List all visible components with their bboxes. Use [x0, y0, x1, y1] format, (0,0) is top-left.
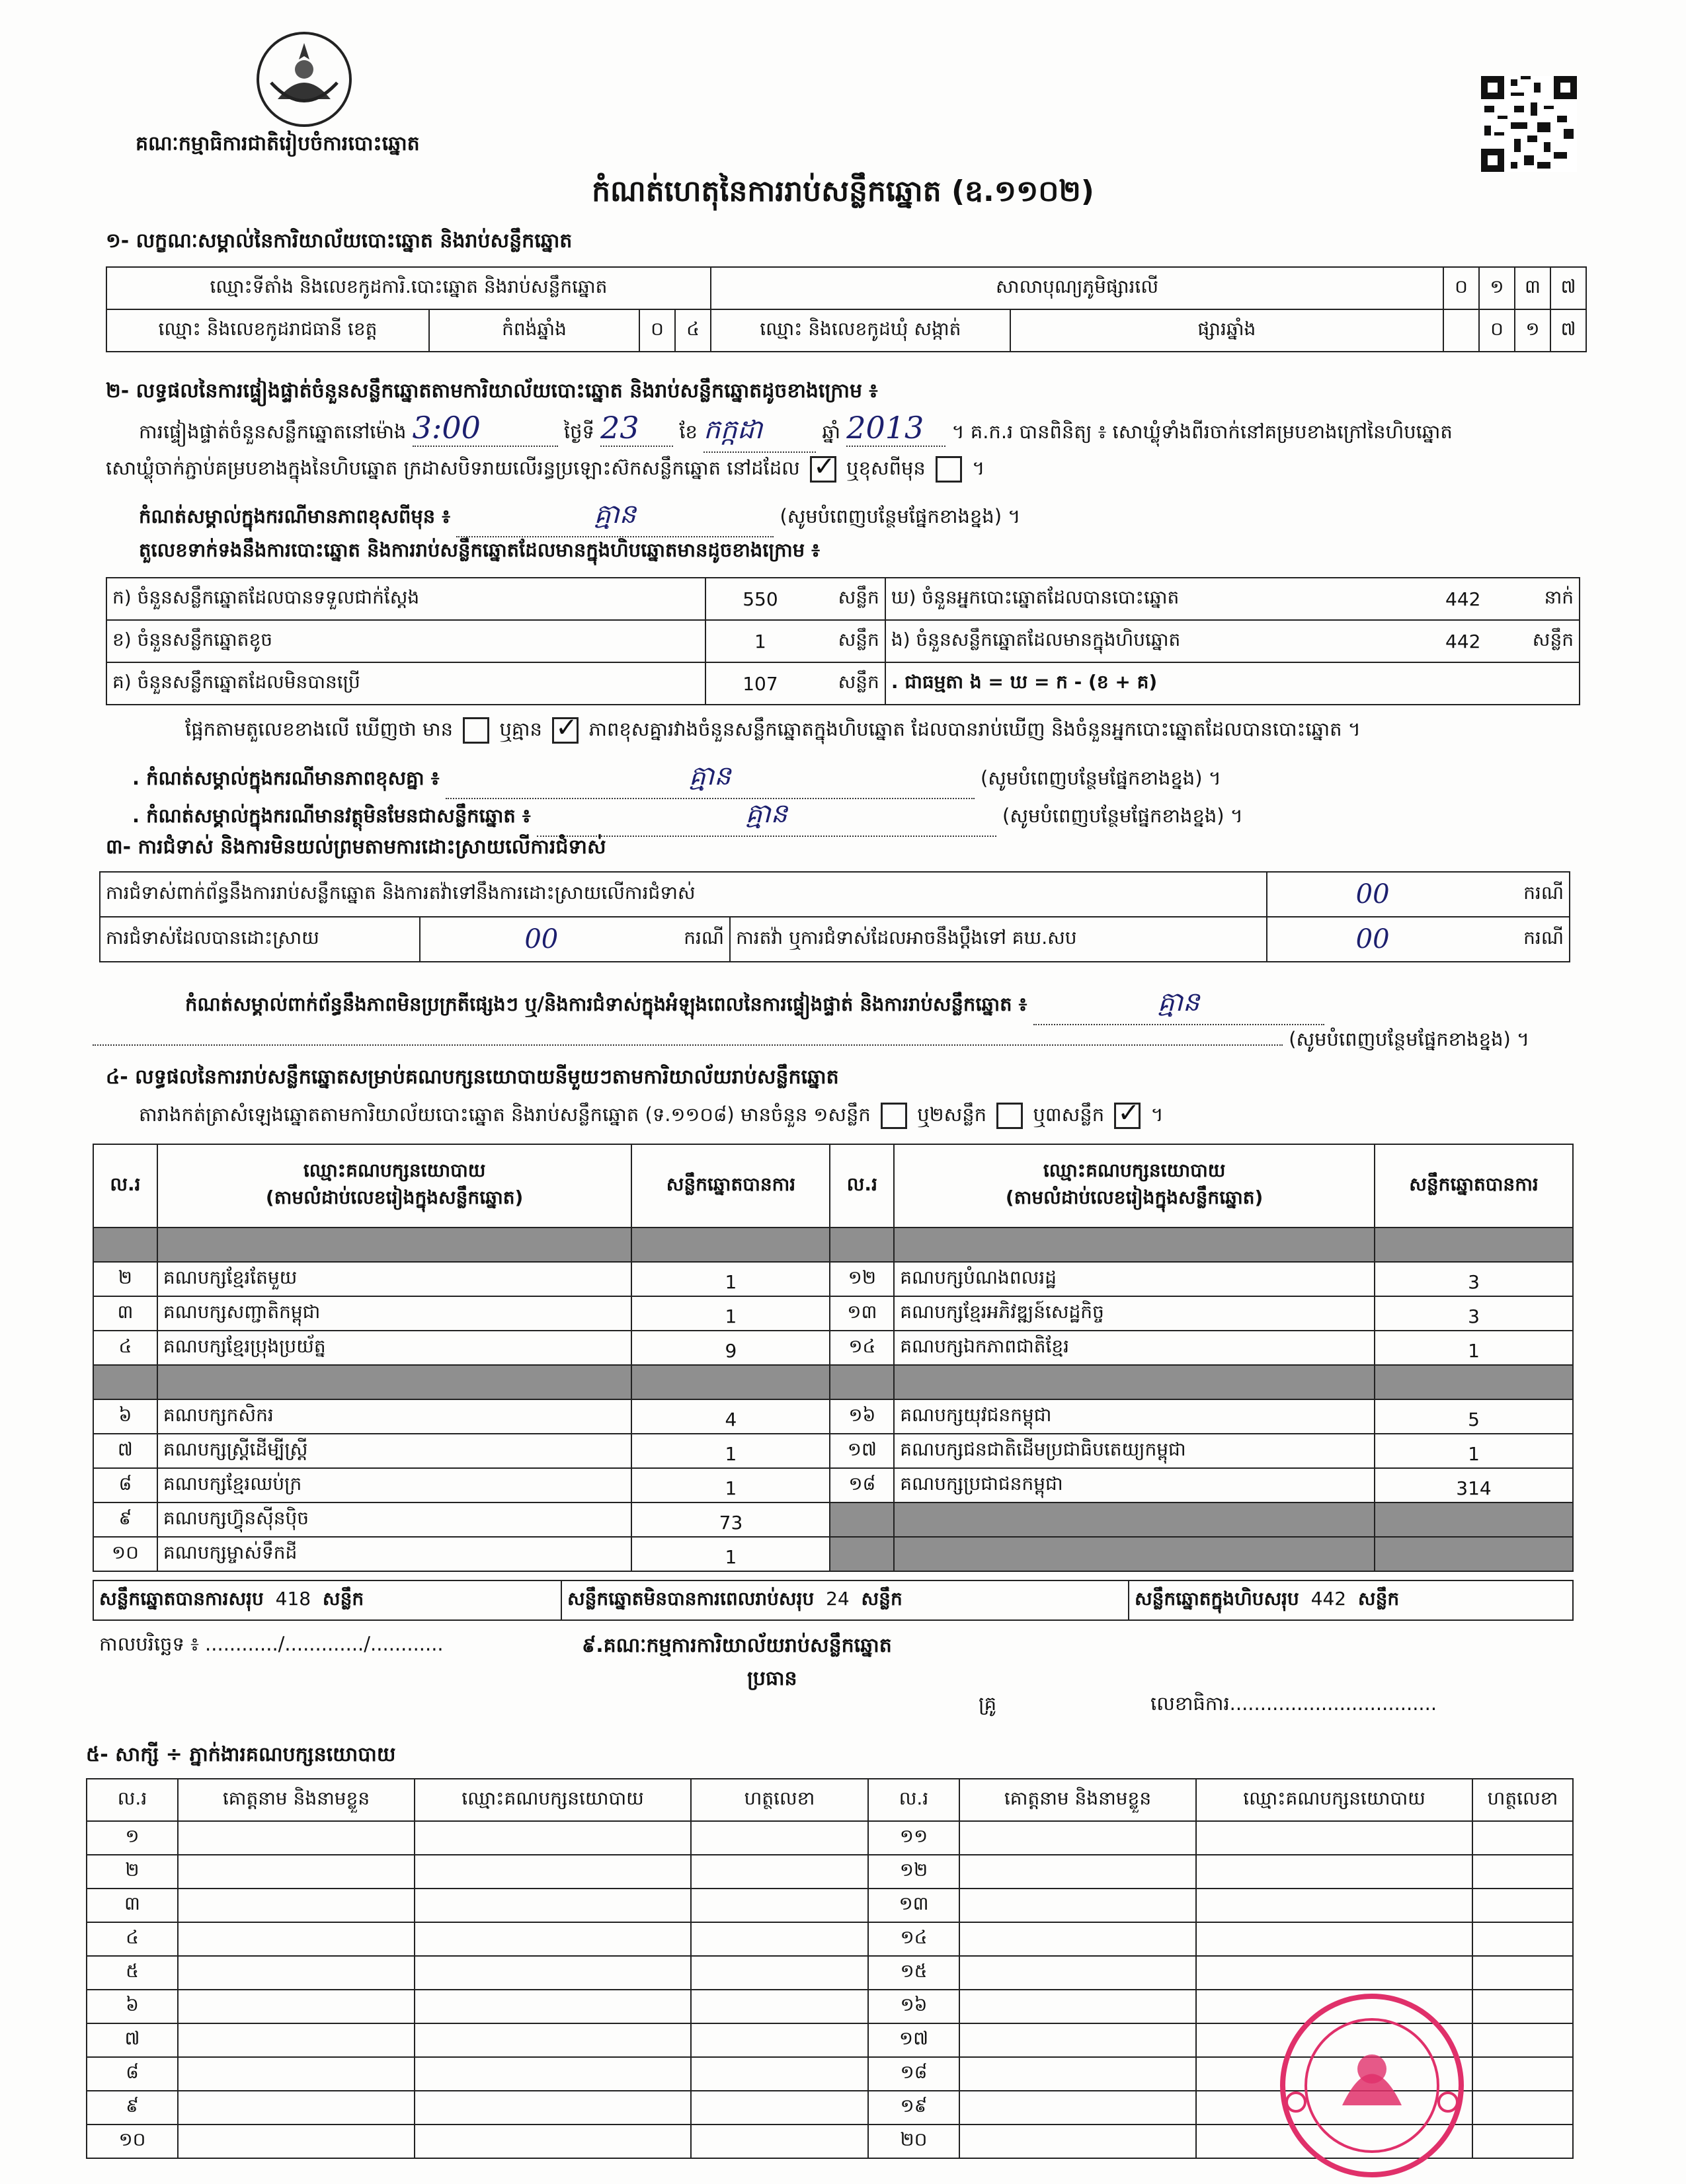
province-code-digit: ០ — [639, 309, 675, 352]
witness-row — [87, 1922, 1573, 1956]
count-right-unit: សន្លឹក — [1527, 620, 1580, 662]
party-row — [93, 1468, 1573, 1502]
station-value: សាលាបុណ្យភូមិផ្សារលើ — [711, 267, 1443, 309]
verification-line-2 — [106, 456, 984, 485]
witness-no: ២ — [87, 1855, 178, 1889]
witness-signature-field[interactable] — [1472, 1855, 1573, 1889]
section5-title: ៥- សាក្សី ÷ ភ្នាក់ងារគណបក្សនយោបាយ — [86, 1743, 396, 1766]
party-name — [157, 1365, 632, 1399]
commune-label: ឈ្មោះ និងលេខកូដឃុំ សង្កាត់ — [711, 309, 1010, 352]
none-label: ឬគ្មាន — [499, 718, 542, 740]
hw-note2: គ្មាន — [688, 761, 731, 791]
party-name: គណបក្សកសិករ — [157, 1399, 632, 1434]
col-sign: ហត្ថលេខា — [691, 1779, 868, 1821]
note-hint: (សូមបំពេញបន្ថែមផ្នែកខាងខ្នង) ។ — [1289, 1028, 1530, 1050]
col-sign: ហត្ថលេខា — [1472, 1779, 1573, 1821]
col-no: ល.រ — [830, 1144, 894, 1228]
party-votes — [1375, 1502, 1573, 1537]
party-row — [93, 1502, 1573, 1537]
party-votes: 1 — [1375, 1331, 1573, 1365]
seal-status-text: សោឃ្លុំចាក់ភ្ជាប់គម្របខាងក្នុងនៃហិបឆ្នោត ក្រដាសបិទរាយលើរន្ធប្រឡោះស៊កសន្លឹកឆ្នោត នៅដដែល — [106, 457, 800, 479]
party-votes: 3 — [1375, 1262, 1573, 1296]
party-no: ៣ — [93, 1296, 157, 1331]
note-hint: (សូមបំពេញបន្ថែមផ្នែកខាងខ្នង) ។ — [980, 767, 1221, 789]
two-sheets-checkbox[interactable] — [996, 1103, 1023, 1129]
witness-name-field[interactable] — [959, 1889, 1196, 1922]
verify-year-label: ឆ្នាំ — [822, 420, 841, 443]
station-code-digit: ៧ — [1550, 267, 1586, 309]
witness-signature-field[interactable] — [1472, 2091, 1573, 2125]
witness-name-field[interactable] — [178, 1889, 415, 1922]
col-no: ល.រ — [868, 1779, 959, 1821]
witness-name-field[interactable] — [178, 2125, 415, 2158]
count-left-label: ក) ចំនួនសន្លឹកឆ្នោតដែលបានទទួលជាក់ស្តែង — [106, 578, 705, 620]
changed-checkbox[interactable] — [936, 456, 962, 483]
party-name: គណបក្សខ្មែរតែមួយ — [157, 1262, 632, 1296]
col-party: ឈ្មោះគណបក្សនយោបាយ — [415, 1779, 691, 1821]
unit: សន្លឹក — [861, 1587, 903, 1610]
station-label: ឈ្មោះទីតាំង និងលេខកូដការិ.បោះឆ្នោត និងរាប់សន្លឹកឆ្នោត — [106, 267, 711, 309]
party-votes — [631, 1228, 830, 1262]
col-no: ល.រ — [93, 1144, 157, 1228]
total-valid-value: 418 — [275, 1587, 311, 1610]
note-label: កំណត់សម្គាល់ក្នុងករណីមានភាពខុសពីមុន ៖ — [139, 505, 451, 527]
appeal-value: 00 — [1267, 917, 1478, 962]
unit: ករណី — [662, 917, 730, 962]
witness-name-field[interactable] — [959, 2057, 1196, 2091]
party-no: ៨ — [93, 1468, 157, 1502]
witness-name-field[interactable] — [178, 1821, 415, 1855]
witness-name-field[interactable] — [178, 1956, 415, 1990]
unit: ករណី — [1478, 917, 1570, 962]
count-left-unit: សន្លឹក — [815, 578, 885, 620]
witness-no: ១១ — [868, 1821, 959, 1855]
witness-signature-field[interactable] — [1472, 1889, 1573, 1922]
party-no: ១៣ — [830, 1296, 894, 1331]
complaints-table — [99, 871, 1570, 962]
party-row — [93, 1399, 1573, 1434]
col-party-title: ឈ្មោះគណបក្សនយោបាយ — [303, 1159, 486, 1181]
note2-line — [132, 759, 1221, 799]
col-party — [894, 1144, 1375, 1228]
witness-signature-field[interactable] — [691, 1956, 868, 1990]
verify-text: ។ គ.ក.រ បានពិនិត្យ ៖ សោឃ្លុំទាំងពីរចាក់នៅគម្របខាងក្រៅនៃហិបឆ្នោត — [951, 420, 1453, 443]
totals-table — [93, 1580, 1574, 1621]
count-right-value — [1399, 662, 1527, 705]
province-code-digit: ៤ — [675, 309, 711, 352]
witness-signature-field[interactable] — [1472, 2023, 1573, 2057]
station-code-digit: ០ — [1443, 267, 1479, 309]
section2-title: ២- លទ្ធផលនៃការផ្ទៀងផ្ទាត់ចំនួនសន្លឹកឆ្នោតតាមការិយាល័យបោះឆ្នោត និងរាប់សន្លឹកឆ្នោតដូចខាងក្រោម ៖ — [106, 379, 878, 403]
witness-no: ៩ — [87, 2091, 178, 2125]
witness-signature-field[interactable] — [691, 1990, 868, 2023]
tally-intro: តារាងកត់ត្រាសំឡេងឆ្នោតតាមការិយាល័យបោះឆ្នោត និងរាប់សន្លឹកឆ្នោត (ទ.១១០៨) មានចំនួន ១សន្លឹក — [139, 1103, 871, 1126]
period: ។ — [972, 457, 985, 479]
witness-no: ១២ — [868, 1855, 959, 1889]
commune-code-digit: ១ — [1515, 309, 1550, 352]
party-name — [157, 1228, 632, 1262]
witness-party-field[interactable] — [415, 1889, 691, 1922]
irregularity-note-2 — [93, 1028, 1529, 1056]
has-label: ផ្អែកតាមតួលេខខាងលើ ឃើញថា មាន — [185, 718, 454, 740]
witness-signature-field[interactable] — [691, 1855, 868, 1889]
station-info-table — [106, 266, 1587, 352]
hw-month: កក្កដា — [703, 414, 763, 445]
resolved-label: ការជំទាស់ដែលបានដោះស្រាយ — [100, 917, 420, 962]
party-name: គណបក្សខ្មែរប្រុងប្រយ័ត្ន — [157, 1331, 632, 1365]
party-name: គណបក្សខ្មែរឈប់ក្រ — [157, 1468, 632, 1502]
one-sheet-checkbox[interactable] — [881, 1103, 907, 1129]
note-hint: (សូមបំពេញបន្ថែមផ្នែកខាងខ្នង) ។ — [780, 505, 1021, 527]
witness-party-field[interactable] — [415, 1922, 691, 1956]
party-votes: 9 — [631, 1331, 830, 1365]
official-stamp — [1269, 1990, 1474, 2181]
party-votes: 1 — [631, 1262, 830, 1296]
witness-party-field[interactable] — [1196, 1922, 1472, 1956]
party-votes: 1 — [631, 1434, 830, 1468]
witness-no: ១៩ — [868, 2091, 959, 2125]
party-no: ១៦ — [830, 1399, 894, 1434]
col-party — [157, 1144, 632, 1228]
period: ។ — [1150, 1103, 1164, 1126]
party-name — [894, 1228, 1375, 1262]
col-party-sub: (តាមលំដាប់លេខរៀងក្នុងសន្លឹកឆ្នោត) — [1005, 1187, 1264, 1208]
witness-row — [87, 1956, 1573, 1990]
party-votes: 4 — [631, 1399, 830, 1434]
witness-name-field[interactable] — [959, 1956, 1196, 1990]
party-no — [93, 1365, 157, 1399]
party-row — [93, 1434, 1573, 1468]
col-party-title: ឈ្មោះគណបក្សនយោបាយ — [1043, 1159, 1226, 1181]
count-left-value: 107 — [705, 662, 815, 705]
count-left-unit: សន្លឹក — [815, 620, 885, 662]
witness-name-field[interactable] — [178, 2091, 415, 2125]
irregularity-note — [185, 985, 1324, 1025]
counts-intro: តួលេខទាក់ទងនឹងការបោះឆ្នោត និងការរាប់សន្លឹកឆ្នោតដែលមានក្នុងហិបឆ្នោតមានដូចខាងក្រោម ៖ — [139, 539, 820, 561]
section1-title: ១- លក្ខណៈសម្គាល់នៃការិយាល័យបោះឆ្នោត និងរាប់សន្លឹកឆ្នោត — [106, 229, 573, 253]
party-no — [830, 1537, 894, 1571]
witness-no: ១០ — [87, 2125, 178, 2158]
witness-name-field[interactable] — [178, 1855, 415, 1889]
ballot-counts-table — [106, 577, 1580, 705]
station-code-digit: ១ — [1479, 267, 1515, 309]
count-row — [106, 578, 1580, 620]
unit: សន្លឹក — [1357, 1587, 1400, 1610]
witness-name-field[interactable] — [959, 1855, 1196, 1889]
emblem-logo — [251, 26, 357, 129]
note3-line — [132, 797, 1243, 837]
witness-no: ៣ — [87, 1889, 178, 1922]
witness-signature-field[interactable] — [1472, 1956, 1573, 1990]
party-no: ១៤ — [830, 1331, 894, 1365]
count-row — [106, 620, 1580, 662]
witness-name-field[interactable] — [178, 1922, 415, 1956]
commune-code-digit: ៧ — [1550, 309, 1586, 352]
three-sheets-checkbox[interactable] — [1114, 1103, 1141, 1129]
witness-party-field[interactable] — [415, 2125, 691, 2158]
party-no: ១៨ — [830, 1468, 894, 1502]
three-sheets-label: ឬ៣សន្លឹក — [1033, 1103, 1105, 1126]
witness-party-field[interactable] — [1196, 1889, 1472, 1922]
count-right-unit — [1527, 662, 1580, 705]
witness-name-field[interactable] — [178, 2023, 415, 2057]
party-votes — [631, 1365, 830, 1399]
office-label: ៩.គណៈកម្មការការិយាល័យរាប់សន្លឹកឆ្នោត — [582, 1634, 892, 1657]
witness-party-field[interactable] — [415, 2091, 691, 2125]
total-valid-label: សន្លឹកឆ្នោតបានការសរុប — [99, 1587, 264, 1610]
total-box-value: 442 — [1310, 1587, 1347, 1610]
party-row — [93, 1365, 1573, 1399]
witness-name-field[interactable] — [178, 2057, 415, 2091]
witness-no: ១៦ — [868, 1990, 959, 2023]
verification-line-1 — [139, 410, 1593, 453]
total-invalid-cell — [561, 1580, 1129, 1620]
station-code-digit: ៣ — [1515, 267, 1550, 309]
col-votes: សន្លឹកឆ្នោតបានការ — [1375, 1144, 1573, 1228]
hw-day: 23 — [600, 410, 639, 446]
witness-signature-field[interactable] — [1472, 1922, 1573, 1956]
verify-month-label: ខែ — [679, 420, 698, 443]
note2-label: . កំណត់សម្គាល់ក្នុងករណីមានភាពខុសគ្នា ៖ — [132, 767, 440, 789]
has-difference-checkbox[interactable] — [463, 717, 489, 744]
party-no — [93, 1228, 157, 1262]
party-votes: 1 — [631, 1537, 830, 1571]
witness-party-field[interactable] — [415, 2023, 691, 2057]
witness-no: ៤ — [87, 1922, 178, 1956]
member-label: គ្រូ — [979, 1692, 997, 1715]
witness-no: ១ — [87, 1821, 178, 1855]
count-row — [106, 662, 1580, 705]
section3-title: ៣- ការជំទាស់ និងការមិនយល់ព្រមតាមការដោះស្រាយលើការជំទាស់ — [106, 836, 606, 859]
party-votes — [1375, 1365, 1573, 1399]
count-left-value: 550 — [705, 578, 815, 620]
witness-signature-field[interactable] — [1472, 1821, 1573, 1855]
witness-no: ៧ — [87, 2023, 178, 2057]
witness-party-field[interactable] — [1196, 1821, 1472, 1855]
witness-party-field[interactable] — [1196, 1855, 1472, 1889]
commune-value: ផ្សារឆ្នាំង — [1010, 309, 1443, 352]
resolved-value: 00 — [420, 917, 662, 962]
party-row — [93, 1228, 1573, 1262]
appeal-label: ការតវ៉ា ឬការជំទាស់ដែលអាចនឹងប្តឹងទៅ គឃ.សប — [730, 917, 1267, 962]
count-left-value: 1 — [705, 620, 815, 662]
count-right-unit: នាក់ — [1527, 578, 1580, 620]
party-votes: 1 — [631, 1296, 830, 1331]
unit: សន្លឹក — [322, 1587, 364, 1610]
party-no: ២ — [93, 1262, 157, 1296]
witness-signature-field[interactable] — [1472, 1990, 1573, 2023]
commune-code-digit: ០ — [1479, 309, 1515, 352]
witness-no: ១៥ — [868, 1956, 959, 1990]
difference-note-line — [139, 497, 1020, 537]
witness-no: ៦ — [87, 1990, 178, 2023]
count-right-value: 442 — [1399, 620, 1527, 662]
party-name: គណបក្សម្ចាស់ទឹកដី — [157, 1537, 632, 1571]
witness-row — [87, 1821, 1573, 1855]
complaints-label: ការជំទាស់ពាក់ព័ន្ធនឹងការរាប់សន្លឹកឆ្នោត និងការតវ៉ាទៅនឹងការដោះស្រាយលើការជំទាស់ — [100, 872, 1267, 917]
total-invalid-label: សន្លឹកឆ្នោតមិនបានការពេលរាប់សរុប — [567, 1587, 815, 1610]
party-row — [93, 1262, 1573, 1296]
party-no: ១០ — [93, 1537, 157, 1571]
party-row — [93, 1537, 1573, 1571]
witness-name-field[interactable] — [959, 2091, 1196, 2125]
witness-party-field[interactable] — [415, 1956, 691, 1990]
note-hint: (សូមបំពេញបន្ថែមផ្នែកខាងខ្នង) ។ — [1002, 804, 1243, 827]
witness-signature-field[interactable] — [691, 2057, 868, 2091]
hw-irregularity: គ្មាន — [1157, 987, 1200, 1017]
witness-no: ២០ — [868, 2125, 959, 2158]
party-no: ៦ — [93, 1399, 157, 1434]
party-votes: 1 — [1375, 1434, 1573, 1468]
qr-code-icon — [1481, 76, 1577, 172]
section4-title: ៤- លទ្ធផលនៃការរាប់សន្លឹកឆ្នោតសម្រាប់គណបក្សនយោបាយនីមួយៗតាមការិយាល័យរាប់សន្លឹកឆ្នោត — [106, 1066, 839, 1089]
party-votes: 1 — [631, 1468, 830, 1502]
count-right-label: . ជាធម្មតា ង = ឃ = ក - (ខ + គ) — [885, 662, 1399, 705]
secretary-label: លេខាធិការ.................................. — [1150, 1692, 1437, 1715]
party-name: គណបក្សយុវជនកម្ពុជា — [894, 1399, 1375, 1434]
note3-label: . កំណត់សម្គាល់ក្នុងករណីមានវត្ថុមិនមែនជាសន្លឹកឆ្នោត ៖ — [132, 804, 531, 827]
count-left-label: ខ) ចំនួនសន្លឹកឆ្នោតខូច — [106, 620, 705, 662]
hw-year: 2013 — [846, 410, 924, 446]
tally-sheet-line — [139, 1103, 1164, 1131]
witness-signature-field[interactable] — [691, 1821, 868, 1855]
witness-name-field[interactable] — [959, 1821, 1196, 1855]
witness-signature-field[interactable] — [691, 1922, 868, 1956]
count-right-label: ង) ចំនួនសន្លឹកឆ្នោតដែលមានក្នុងហិបឆ្នោត — [885, 620, 1399, 662]
total-box-cell — [1129, 1580, 1573, 1620]
col-party: ឈ្មោះគណបក្សនយោបាយ — [1196, 1779, 1472, 1821]
province-value: កំពង់ឆ្នាំង — [429, 309, 639, 352]
changed-label: ឬខុសពីមុន — [846, 457, 926, 479]
witness-party-field[interactable] — [415, 1855, 691, 1889]
witness-row — [87, 1889, 1573, 1922]
total-box-label: សន្លឹកឆ្នោតក្នុងហិបសរុប — [1135, 1587, 1299, 1610]
witness-signature-field[interactable] — [691, 1889, 868, 1922]
witness-no: ១៣ — [868, 1889, 959, 1922]
party-name: គណបក្សសញ្ជាតិកម្ពុជា — [157, 1296, 632, 1331]
witness-party-field[interactable] — [415, 1990, 691, 2023]
witness-no: ១៨ — [868, 2057, 959, 2091]
party-results-table — [93, 1144, 1574, 1572]
witness-party-field[interactable] — [1196, 1956, 1472, 1990]
hw-note1: គ្មាន — [594, 499, 636, 529]
complaints-value: 00 — [1267, 872, 1478, 917]
no-difference-checkbox[interactable] — [552, 717, 579, 744]
party-votes: 5 — [1375, 1399, 1573, 1434]
party-name — [894, 1537, 1375, 1571]
party-no — [830, 1502, 894, 1537]
witness-signature-field[interactable] — [691, 2091, 868, 2125]
party-name: គណបក្សជនជាតិដើមប្រជាធិបតេយ្យកម្ពុជា — [894, 1434, 1375, 1468]
chair-label: ប្រធាន — [747, 1667, 797, 1690]
witness-signature-field[interactable] — [1472, 2057, 1573, 2091]
difference-text: ភាពខុសគ្នារវាងចំនួនសន្លឹកឆ្នោតក្នុងហិបឆ្នោត ដែលបានរាប់ឃើញ និងចំនួនអ្នកបោះឆ្នោតដែលបានបោះឆ្នោត ។ — [588, 718, 1361, 740]
party-no: ៧ — [93, 1434, 157, 1468]
witness-party-field[interactable] — [415, 2057, 691, 2091]
verify-time-label: ការផ្ទៀងផ្ទាត់ចំនួនសន្លឹកឆ្នោតនៅម៉ោង — [139, 420, 407, 443]
witness-signature-field[interactable] — [1472, 2125, 1573, 2158]
party-name — [894, 1502, 1375, 1537]
col-votes: សន្លឹកឆ្នោតបានការ — [631, 1144, 830, 1228]
col-name: គោត្តនាម និងនាមខ្លួន — [959, 1779, 1196, 1821]
total-invalid-value: 24 — [826, 1587, 850, 1610]
party-no: ១៧ — [830, 1434, 894, 1468]
party-name: គណបក្សហ៊្វុនស៊ីនប៉ិច — [157, 1502, 632, 1537]
col-no: ល.រ — [87, 1779, 178, 1821]
verify-day-label: ថ្ងៃទី — [563, 420, 594, 443]
difference-check-line — [185, 717, 1361, 746]
witness-no: ១៤ — [868, 1922, 959, 1956]
count-right-label: ឃ) ចំនួនអ្នកបោះឆ្នោតដែលបានបោះឆ្នោត — [885, 578, 1399, 620]
witness-name-field[interactable] — [959, 1922, 1196, 1956]
party-no: ៩ — [93, 1502, 157, 1537]
two-sheets-label: ឬ២សន្លឹក — [917, 1103, 987, 1126]
party-no — [830, 1365, 894, 1399]
count-right-value: 442 — [1399, 578, 1527, 620]
witness-signature-field[interactable] — [691, 2125, 868, 2158]
witness-name-field[interactable] — [178, 1990, 415, 2023]
count-left-unit: សន្លឹក — [815, 662, 885, 705]
total-valid-cell — [93, 1580, 561, 1620]
party-name: គណបក្សខ្មែរអភិវឌ្ឍន៍សេដ្ឋកិច្ច — [894, 1296, 1375, 1331]
party-no: ១២ — [830, 1262, 894, 1296]
party-name — [894, 1365, 1375, 1399]
witness-name-field[interactable] — [959, 1990, 1196, 2023]
witness-name-field[interactable] — [959, 2125, 1196, 2158]
date-line: កាលបរិច្ឆេទ ៖ ............/............./............ — [99, 1633, 444, 1655]
witness-no: ៨ — [87, 2057, 178, 2091]
commission-name: គណៈកម្មាធិការជាតិរៀបចំការបោះឆ្នោត — [136, 132, 420, 155]
province-label: ឈ្មោះ និងលេខកូដរាជធានី ខេត្ត — [106, 309, 429, 352]
same-checkbox[interactable] — [810, 456, 836, 483]
witness-name-field[interactable] — [959, 2023, 1196, 2057]
party-row — [93, 1331, 1573, 1365]
party-name: គណបក្សឯកភាពជាតិខ្មែរ — [894, 1331, 1375, 1365]
hw-time: 3:00 — [412, 410, 481, 446]
party-name: គណបក្សប្រជាជនកម្ពុជា — [894, 1468, 1375, 1502]
witness-signature-field[interactable] — [691, 2023, 868, 2057]
col-name: គោត្តនាម និងនាមខ្លួន — [178, 1779, 415, 1821]
witness-party-field[interactable] — [415, 1821, 691, 1855]
form-title: កំណត់ហេតុនៃការរាប់សន្លឹកឆ្នោត (ឧ.១១០២) — [592, 175, 1094, 208]
count-left-label: គ) ចំនួនសន្លឹកឆ្នោតដែលមិនបានប្រើ — [106, 662, 705, 705]
party-name: គណបក្សបំណងពលរដ្ឋ — [894, 1262, 1375, 1296]
witness-row — [87, 1855, 1573, 1889]
col-party-sub: (តាមលំដាប់លេខរៀងក្នុងសន្លឹកឆ្នោត) — [265, 1187, 524, 1208]
witness-no: ១៧ — [868, 2023, 959, 2057]
party-votes: 73 — [631, 1502, 830, 1537]
party-no — [830, 1228, 894, 1262]
party-name: គណបក្សស្ត្រីដើម្បីស្ត្រី — [157, 1434, 632, 1468]
irregularity-label: កំណត់សម្គាល់ពាក់ព័ន្ធនឹងភាពមិនប្រក្រតីផ្សេងៗ ឬ/និងការជំទាស់ក្នុងអំឡុងពេលនៃការផ្ទៀងផ្ទាត់ និងការរាប់សន្លឹកឆ្នោត ៖ — [185, 993, 1027, 1015]
hw-note3: គ្មាន — [745, 799, 788, 829]
party-votes — [1375, 1537, 1573, 1571]
party-votes — [1375, 1228, 1573, 1262]
witness-no: ៥ — [87, 1956, 178, 1990]
unit: ករណី — [1478, 872, 1570, 917]
party-row — [93, 1296, 1573, 1331]
party-votes: 3 — [1375, 1296, 1573, 1331]
party-votes: 314 — [1375, 1468, 1573, 1502]
party-no: ៤ — [93, 1331, 157, 1365]
